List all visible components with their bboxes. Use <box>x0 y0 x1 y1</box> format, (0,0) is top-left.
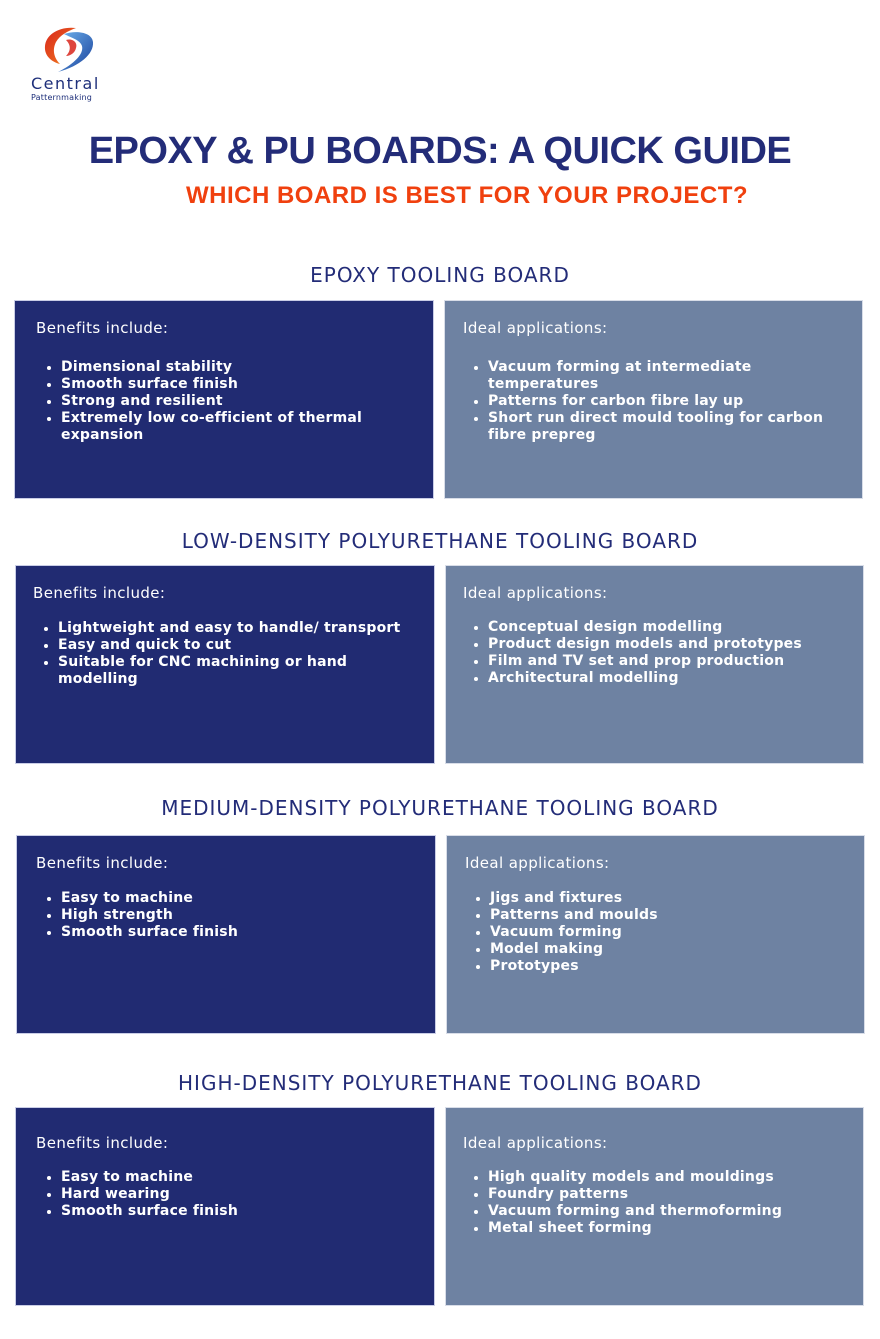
list-item: • High quality models and mouldings <box>488 1169 858 1186</box>
list-item: • Jigs and fixtures <box>490 890 860 907</box>
list-item: • Extremely low co-efficient of thermal expansion <box>61 410 411 444</box>
list-item: • Patterns and moulds <box>490 907 860 924</box>
applications-list <box>465 890 860 975</box>
list-item: • Strong and resilient <box>61 393 411 410</box>
applications-panel <box>446 835 865 1034</box>
benefits-heading: Benefits include: <box>36 1134 169 1152</box>
list-item: • Easy to machine <box>61 1169 411 1186</box>
benefits-panel <box>14 300 434 499</box>
company-logo <box>28 26 112 106</box>
list-item: • Short run direct mould tooling for carbon fibre prepreg <box>488 410 858 444</box>
list-item: • Foundry patterns <box>488 1186 858 1203</box>
applications-heading: Ideal applications: <box>465 854 610 872</box>
page-subtitle: WHICH BOARD IS BEST FOR YOUR PROJECT? <box>185 182 749 209</box>
list-item: • High strength <box>61 907 411 924</box>
list-item: • Smooth surface finish <box>61 376 411 393</box>
applications-panel <box>445 1107 864 1306</box>
benefits-panel <box>16 835 436 1034</box>
list-item: • Smooth surface finish <box>61 1203 411 1220</box>
benefits-panel <box>15 565 435 764</box>
list-item: • Vacuum forming <box>490 924 860 941</box>
list-item: • Smooth surface finish <box>61 924 411 941</box>
list-item: • Film and TV set and prop production <box>488 653 858 670</box>
list-item: • Conceptual design modelling <box>488 619 858 636</box>
applications-heading: Ideal applications: <box>463 1134 608 1152</box>
benefits-list <box>36 359 411 444</box>
list-item: • Prototypes <box>490 958 860 975</box>
list-item: • Patterns for carbon fibre lay up <box>488 393 858 410</box>
applications-heading: Ideal applications: <box>463 584 608 602</box>
page-title: EPOXY & PU BOARDS: A QUICK GUIDE <box>88 130 792 172</box>
list-item: • Suitable for CNC machining or hand modelling <box>58 654 408 688</box>
benefits-panel <box>15 1107 435 1306</box>
benefits-heading: Benefits include: <box>36 319 169 337</box>
section-title: EPOXY TOOLING BOARD <box>310 263 570 287</box>
list-item: • Hard wearing <box>61 1186 411 1203</box>
list-item: • Metal sheet forming <box>488 1220 858 1237</box>
benefits-list <box>36 890 411 941</box>
applications-heading: Ideal applications: <box>463 319 608 337</box>
section-title: MEDIUM-DENSITY POLYURETHANE TOOLING BOARD <box>161 796 719 820</box>
applications-panel <box>444 300 863 499</box>
logo-name: Central <box>31 74 100 93</box>
list-item: • Model making <box>490 941 860 958</box>
list-item: • Easy to machine <box>61 890 411 907</box>
swirl-logo-icon <box>42 26 96 74</box>
list-item: • Dimensional stability <box>61 359 411 376</box>
section-title: HIGH-DENSITY POLYURETHANE TOOLING BOARD <box>178 1071 702 1095</box>
list-item: • Vacuum forming and thermoforming <box>488 1203 858 1220</box>
applications-panel <box>445 565 864 764</box>
benefits-list <box>36 1169 411 1220</box>
applications-list <box>463 1169 858 1237</box>
benefits-heading: Benefits include: <box>33 584 166 602</box>
list-item: • Easy and quick to cut <box>58 637 408 654</box>
list-item: • Architectural modelling <box>488 670 858 687</box>
list-item: • Vacuum forming at intermediate temperatures <box>488 359 858 393</box>
logo-tagline: Patternmaking <box>31 93 93 102</box>
benefits-heading: Benefits include: <box>36 854 169 872</box>
applications-list <box>463 619 858 687</box>
list-item: • Lightweight and easy to handle/ transport <box>58 620 408 637</box>
section-title: LOW-DENSITY POLYURETHANE TOOLING BOARD <box>181 529 699 553</box>
benefits-list <box>33 620 408 688</box>
list-item: • Product design models and prototypes <box>488 636 858 653</box>
applications-list <box>463 359 858 444</box>
